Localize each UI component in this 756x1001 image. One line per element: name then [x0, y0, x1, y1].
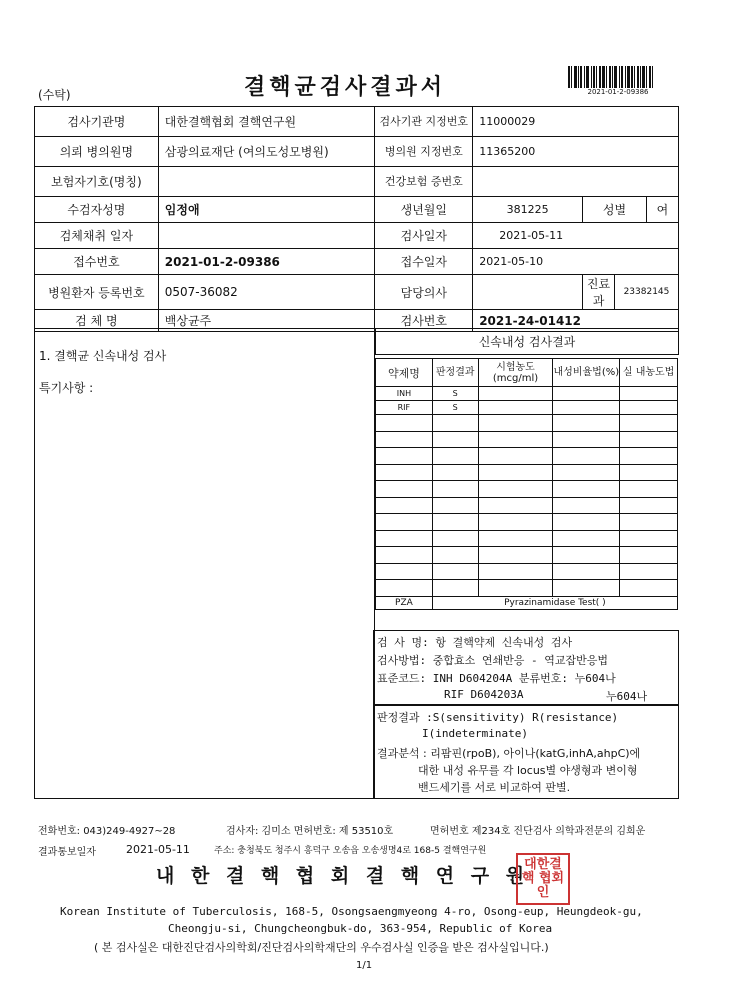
req-value: 삼광의료재단 (여의도성모병원) — [164, 145, 329, 159]
footer-examiner: 검사자: 김미소 면허번호: 제 53510호 — [226, 826, 394, 837]
doctor-label: 담당의사 — [400, 285, 447, 300]
resistance-row — [376, 497, 678, 514]
inst-no-value: 11000029 — [479, 115, 536, 128]
hdr-result: 판정결과 — [435, 367, 475, 378]
specimen-label: 검 체 명 — [75, 314, 118, 328]
patient-value: 임정애 — [164, 203, 200, 217]
info-table — [34, 106, 679, 332]
receipt-no-value: 2021-01-2-09386 — [164, 254, 280, 269]
resistance-title: 신속내성 검사결과 — [375, 328, 679, 355]
judge-line2: I(indeterminate) — [422, 727, 528, 740]
test-date-label: 검사일자 — [400, 229, 447, 243]
resistance-row — [376, 431, 678, 448]
resistance-row — [376, 415, 678, 432]
receipt-date-value: 2021-05-10 — [479, 255, 544, 268]
test-no-label: 검사번호 — [400, 314, 447, 328]
judge-line5: 밴드세기를 서로 비교하여 판별. — [418, 781, 571, 794]
judge-box — [373, 705, 679, 799]
resistance-row — [376, 580, 678, 597]
footer-phone: 전화번호: 043)249-4927~28 — [38, 826, 176, 837]
pza-label: PZA — [395, 597, 413, 608]
footer-en2: Cheongju-si, Chungcheongbuk-do, 363-954, Republic of Korea — [168, 922, 553, 935]
footer-address: 주소: 충청북도 청주시 흥덕구 오송읍 오송생명4로 168-5 결핵연구원 — [214, 846, 487, 856]
left-line2: 특기사항 : — [39, 381, 94, 395]
sex-value: 여 — [656, 203, 669, 217]
hdr-conc: 시험농도(mcg/ml) — [492, 361, 539, 384]
resistance-cell: S — [452, 389, 458, 398]
barcode — [568, 66, 668, 96]
hdr-drug: 약제명 — [387, 366, 420, 380]
document-title: 결핵균검사결과서 — [244, 75, 447, 100]
resistance-row — [376, 514, 678, 531]
footer-cert: ( 본 검사실은 대한진단검사의학회/진단검사의학재단의 우수검사실 인증을 받은 검사실입니다.) — [94, 941, 549, 954]
dept-value: 23382145 — [623, 287, 670, 297]
birth-value: 381225 — [506, 203, 549, 216]
resistance-row — [376, 401, 678, 415]
resistance-cell: S — [452, 403, 458, 412]
page-number: 1/1 — [356, 960, 373, 971]
resistance-cell: INH — [396, 389, 412, 398]
resistance-row — [376, 464, 678, 481]
specimen-value: 백상균주 — [164, 314, 212, 328]
resistance-table — [375, 358, 678, 610]
hosp-no-label: 병의원 지정번호 — [384, 144, 463, 158]
test-date-value: 2021-05-11 — [499, 229, 564, 242]
receipt-no-label: 접수번호 — [73, 255, 120, 269]
footer-report-date: 2021-05-11 — [126, 843, 190, 856]
method-code2b: 누604나 — [606, 690, 648, 703]
reg-no-label: 병원환자 등록번호 — [48, 285, 145, 300]
barcode-bars — [568, 66, 668, 88]
footer-org-name: 내 한 결 핵 협 회 결 핵 연 구 원 — [156, 865, 530, 887]
resistance-row — [376, 563, 678, 580]
resistance-row — [376, 530, 678, 547]
inst-no-label: 검사기관 지정번호 — [379, 114, 469, 128]
hosp-no-value: 11365200 — [479, 145, 536, 158]
resistance-row — [376, 481, 678, 498]
barcode-text: 2021-01-2-09386 — [587, 88, 649, 96]
receipt-tag: (수탁) — [38, 88, 71, 102]
dept-label: 진료과 — [586, 277, 611, 308]
method-name: 검 사 명: 항 결핵약제 신속내성 검사 — [377, 636, 573, 649]
receipt-date-label: 접수일자 — [400, 255, 447, 269]
collect-label: 검체채취 일자 — [59, 229, 134, 243]
method-box — [373, 630, 679, 705]
left-body-box — [34, 328, 375, 799]
left-line1: 1. 결핵균 신속내성 검사 — [39, 349, 167, 363]
insurer-label: 보험자기호(명칭) — [51, 175, 142, 189]
birth-label: 생년월일 — [400, 203, 447, 217]
health-no-label: 건강보험 증번호 — [384, 174, 463, 188]
judge-line1: 판정결과 :S(sensitivity) R(resistance) — [377, 711, 619, 724]
resistance-cell: RIF — [397, 403, 411, 412]
test-no-value: 2021-24-01412 — [479, 313, 582, 328]
sex-label: 성별 — [602, 203, 627, 217]
req-label: 의뢰 병의원명 — [59, 145, 134, 159]
resistance-row — [376, 387, 678, 401]
judge-line4: 대한 내성 유무를 각 locus별 야생형과 변이형 — [418, 764, 638, 777]
reg-no-value: 0507-36082 — [164, 285, 238, 299]
method-code2: RIF D604203A — [444, 688, 524, 701]
resistance-row — [376, 547, 678, 564]
method-code1: 표준코드: INH D604204A 분류번호: 누604나 — [377, 672, 616, 685]
footer-report-label: 결과통보일자 — [38, 847, 96, 858]
inst-label: 검사기관명 — [67, 115, 126, 129]
official-seal: 대한결핵 협회인 — [516, 853, 570, 905]
hdr-abs: 실 내농도법 — [622, 367, 675, 378]
footer-license: 면허번호 제234호 진단검사 의학과전문의 김희운 — [430, 826, 646, 837]
footer-en1: Korean Institute of Tuberculosis, 168-5, Osongsaengmyeong 4-ro, Osong-eup, Heungdeok-gu, — [60, 905, 643, 918]
method-method: 검사방법: 중합효소 연쇄반응 - 역교잡반응법 — [377, 654, 609, 667]
patient-label: 수검자성명 — [67, 203, 126, 217]
resistance-row — [376, 448, 678, 465]
pza-value: Pyrazinamidase Test( ) — [504, 597, 606, 608]
inst-value: 대한결핵협회 결핵연구원 — [164, 115, 297, 129]
hdr-ratio: 내성비율법(%) — [553, 367, 620, 378]
judge-line3: 결과분석 : 리팜핀(rpoB), 아이나(katG,inhA,ahpC)에 — [377, 747, 641, 760]
